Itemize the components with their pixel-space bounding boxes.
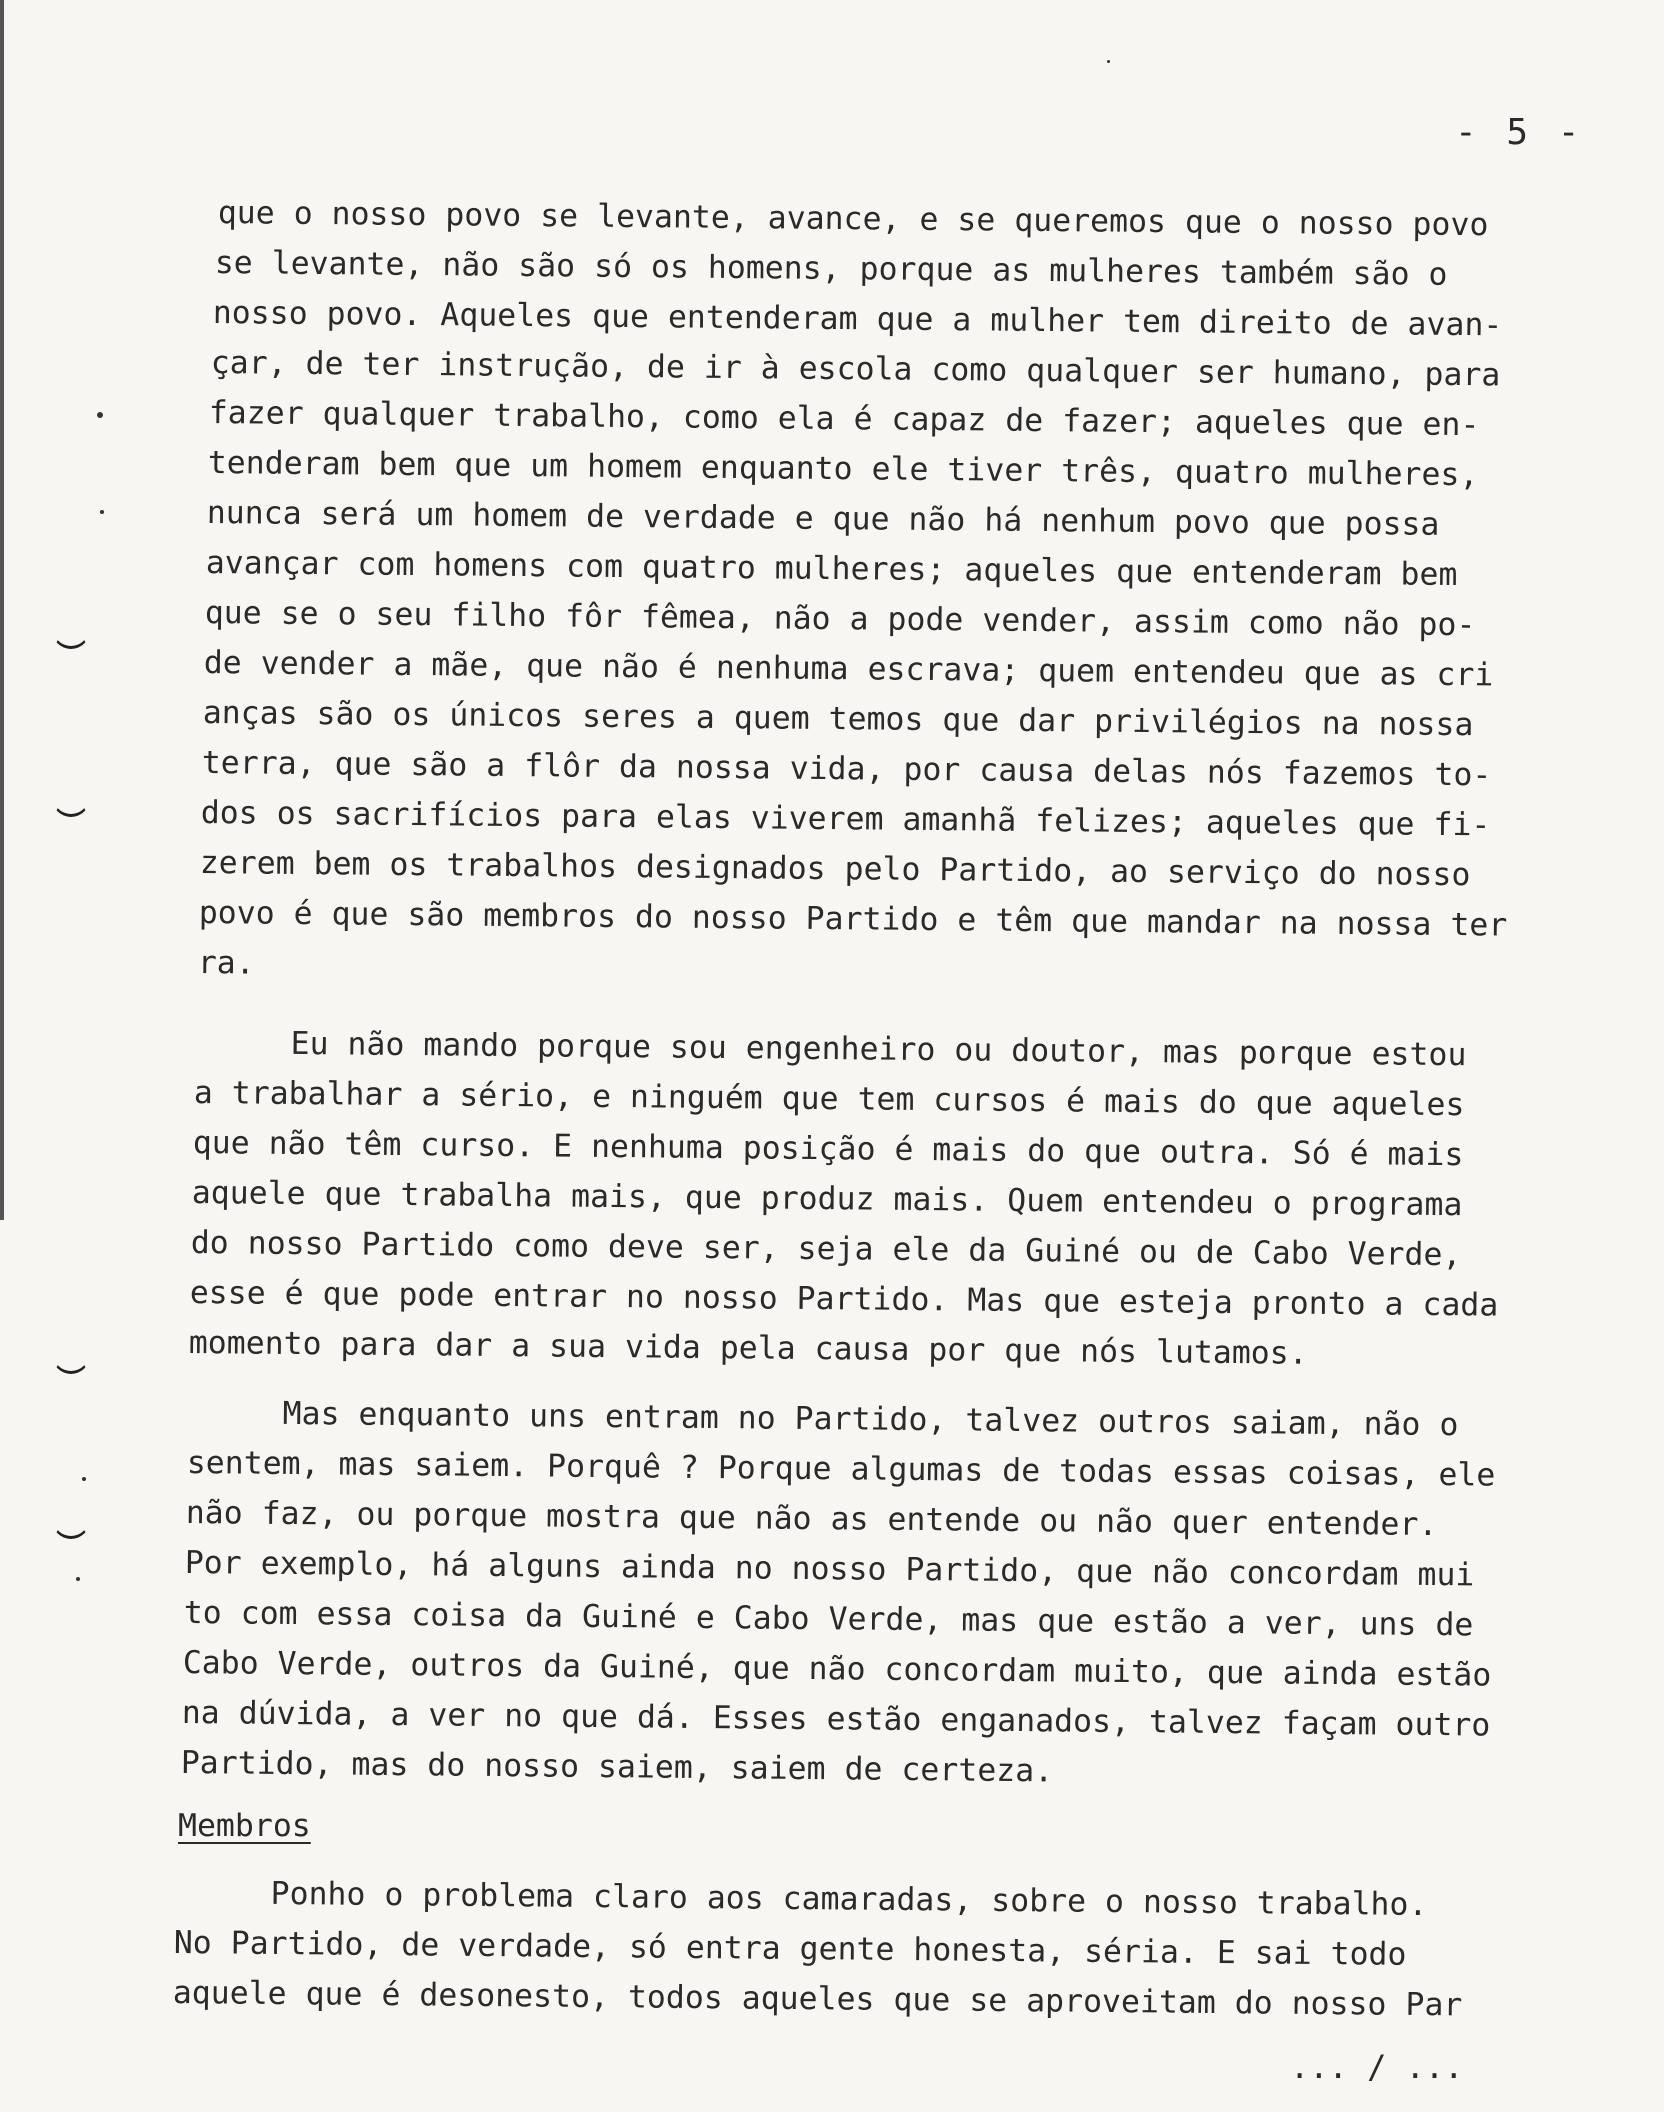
text-line: Por exemplo, há alguns ainda no nosso Partido, que não concordam mui	[184, 1544, 1475, 1594]
page-number: - 5 -	[1455, 112, 1584, 153]
text-line: que não têm curso. E nenhuma posição é mais do que outra. Só é mais	[192, 1124, 1464, 1174]
text-line: fazer qualquer trabalho, como ela é capaz de fazer; aqueles que en-	[208, 394, 1480, 444]
text-line: nunca será um homem de verdade e que não há nenhum povo que possa	[206, 494, 1440, 543]
text-line: avançar com homens com quatro mulheres; aqueles que entenderam bem	[205, 544, 1458, 594]
text-line: que o nosso povo se levante, avance, e se queremos que o nosso povo	[217, 194, 1489, 244]
text-line: se levante, não são só os homens, porque as mulheres também são o	[214, 244, 1448, 293]
text-line: tenderam bem que um homem enquanto ele tiver três, quatro mulheres,	[207, 444, 1479, 494]
text-line: aquele que é desonesto, todos aqueles que se aproveitam do nosso Par	[172, 1974, 1463, 2024]
text-line: anças são os únicos seres a quem temos que dar privilégios na nossa	[202, 694, 1474, 744]
scan-speck-icon	[1107, 60, 1110, 63]
text-line: não faz, ou porque mostra que não as entende ou não quer entender.	[185, 1494, 1438, 1544]
scan-speck-icon	[97, 412, 103, 418]
binder-mark-icon	[52, 798, 90, 817]
text-line: Mas enquanto uns entram no Partido, talvez outros saiam, não o	[187, 1394, 1459, 1444]
text-line: Ponho o problema claro aos camaradas, sobre o nosso trabalho.	[175, 1874, 1428, 1924]
scan-speck-icon	[82, 1477, 86, 1481]
text-line: No Partido, de verdade, só entra gente honesta, séria. E sai todo	[173, 1924, 1407, 1973]
continuation-mark: ... / ...	[1290, 2048, 1464, 2086]
text-line: dos os sacrifícios para elas viverem amanhã felizes; aqueles que fi-	[200, 794, 1491, 844]
scan-speck-icon	[76, 1577, 80, 1581]
scan-left-edge	[0, 0, 4, 1220]
text-line: terra, que são a flôr da nossa vida, por causa delas nós fazemos to-	[201, 744, 1492, 794]
text-line: de vender a mãe, que não é nenhuma escrava; quem entendeu que as cri	[203, 644, 1494, 694]
text-line: povo é que são membros do nosso Partido e têm que mandar na nossa ter	[198, 894, 1508, 944]
binder-mark-icon	[52, 630, 90, 649]
text-line: ra.	[197, 944, 255, 982]
text-line: aquele que trabalha mais, que produz mais. Quem entendeu o programa	[191, 1174, 1463, 1224]
text-line: Cabo Verde, outros da Guiné, que não concordam muito, que ainda estão	[182, 1644, 1492, 1694]
text-line: na dúvida, a ver no que dá. Esses estão enganados, talvez façam outro	[181, 1694, 1491, 1744]
binder-mark-icon	[52, 1520, 90, 1539]
text-line: Partido, mas do nosso saiem, saiem de certeza.	[180, 1744, 1054, 1790]
text-line: Eu não mando porque sou engenheiro ou doutor, mas porque estou	[195, 1024, 1467, 1074]
binder-mark-icon	[52, 1355, 90, 1374]
text-line: to com essa coisa da Guiné e Cabo Verde, mas que estão a ver, uns de	[183, 1594, 1474, 1644]
section-heading: Membros	[178, 1808, 311, 1844]
text-line: zerem bem os trabalhos designados pelo Partido, ao serviço do nosso	[199, 844, 1471, 894]
text-line: momento para dar a sua vida pela causa por que nós lutamos.	[188, 1324, 1308, 1372]
text-line: do nosso Partido como deve ser, seja ele da Guiné ou de Cabo Verde,	[190, 1224, 1462, 1274]
scan-speck-icon	[100, 510, 104, 514]
text-line: a trabalhar a sério, e ninguém que tem cursos é mais do que aqueles	[193, 1074, 1465, 1124]
text-line: çar, de ter instrução, de ir à escola como qualquer ser humano, para	[210, 344, 1501, 394]
text-line: que se o seu filho fôr fêmea, não a pode vender, assim como não po-	[204, 594, 1476, 644]
text-line: nosso povo. Aqueles que entenderam que a mulher tem direito de avan-	[212, 294, 1503, 344]
text-line: sentem, mas saiem. Porquê ? Porque algumas de todas essas coisas, ele	[186, 1444, 1496, 1494]
text-line: esse é que pode entrar no nosso Partido. Mas que esteja pronto a cada	[189, 1274, 1499, 1324]
